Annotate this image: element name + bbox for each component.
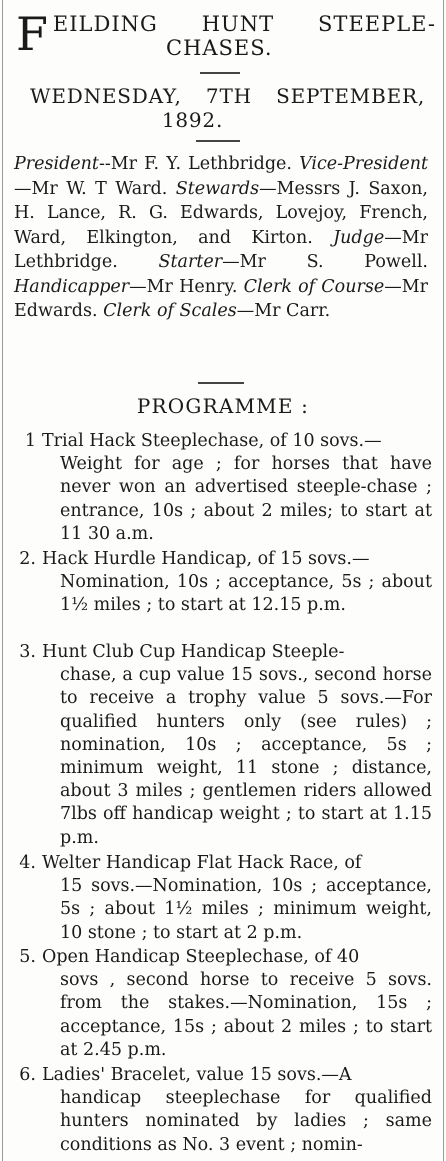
official-role: Clerk of Course (243, 276, 385, 297)
official-separator: — (384, 276, 402, 297)
title-dropcap: F (16, 7, 49, 61)
race-number: 3. (19, 642, 36, 662)
race-title-line: Ladies' Bracelet, value 15 sovs.—A (42, 1065, 352, 1085)
official-name: Mr Henry. (146, 276, 238, 297)
column-rule-right (443, 0, 444, 1161)
official-name: Mr Carr. (254, 301, 331, 321)
official-separator: -- (98, 154, 111, 174)
column-rule-left (2, 0, 3, 1161)
officials-paragraph (14, 152, 428, 324)
race-number: 1 (24, 431, 36, 451)
race-number: 6. (19, 1065, 36, 1085)
official-separator: — (222, 252, 240, 272)
date-line-2: 1892. (161, 108, 224, 132)
race-number: 4. (19, 853, 36, 873)
race-title-line: Welter Handicap Flat Hack Race, of (42, 853, 362, 873)
race-title-line: Hack Hurdle Handicap, of 15 sovs.— (42, 549, 370, 569)
official-name: Mr Edwards. (14, 276, 428, 321)
event-date (30, 84, 425, 132)
title-line-1: EILDING HUNT STEEPLE- (52, 12, 436, 36)
official-separator: — (384, 227, 402, 248)
official-name: Mr S. Powell. (239, 252, 428, 272)
official-role: Handicapper (14, 276, 130, 297)
official-role: Clerk of Scales (103, 301, 237, 321)
official-role: Starter (158, 252, 223, 272)
official-separator: — (14, 178, 32, 199)
official-role: Stewards (175, 178, 260, 199)
official-name: Mr Lethbridge. (14, 227, 428, 272)
race-details: chase, a cup value 15 sovs., second horse to receive a trophy value 5 sovs.—For qualified hunters only (see rules) ; nomination, 10s ; acceptance, 5s ; minimum weight, 11 stone ; distance, about 3 miles ; gentlemen riders allowed 7lbs off handicap weight ; to start at 1.15 p.m. (60, 665, 432, 848)
title-divider (200, 72, 240, 74)
programme-heading: PROGRAMME : (136, 394, 310, 418)
official-name: Mr W. T Ward. (31, 178, 168, 199)
race-details: Nomination, 10s ; acceptance, 5s ; about 1½ miles ; to start at 12.15 p.m. (60, 572, 432, 616)
race-details: handicap steeplechase for qualified hunters nominated by ladies ; same conditions as No. 3 event ; nomin- (60, 1088, 432, 1155)
race-details: sovs , second horse to receive 5 sovs. from the stakes.—Nomination, 15s ; acceptance, 15s ; about 2 miles ; to start at 2.45 p.m. (60, 970, 432, 1060)
officials-divider (198, 382, 244, 384)
official-separator: — (129, 276, 147, 297)
official-name: Mr F. Y. Lethbridge. (110, 154, 292, 174)
race-title-line: Trial Hack Steeplechase, of 10 sovs.— (42, 431, 382, 451)
race-title-line: Hunt Club Cup Handicap Steeple- (42, 642, 345, 662)
race-details: 15 sovs.—Nomination, 10s ; acceptance, 5s ; about 1½ miles ; minimum weight, 10 stone ; to start at 2 p.m. (60, 876, 432, 943)
title-line-2: CHASES. (166, 36, 273, 60)
date-divider (196, 140, 240, 142)
official-role: President (14, 154, 99, 174)
race-number: 5. (19, 947, 36, 967)
official-name: Messrs J. Saxon, H. Lance, R. G. Edwards, Lovejoy, French, Ward, Elkington, and Kirton. (14, 178, 428, 248)
race-number: 2. (19, 549, 36, 569)
race-details: Weight for age ; for horses that have never won an advertised steeple-chase ; entrance, 10s ; about 2 miles; to start at 11 30 a.m. (60, 454, 432, 544)
official-separator: — (236, 301, 255, 321)
official-role: Vice-President (299, 154, 428, 174)
official-separator: — (259, 178, 277, 199)
date-line-1: WEDNESDAY, 7TH SEPTEMBER, (30, 84, 425, 108)
official-role: Judge (333, 227, 385, 248)
article-title (16, 7, 436, 61)
race-title-line: Open Handicap Steeplechase, of 40 (42, 947, 360, 967)
